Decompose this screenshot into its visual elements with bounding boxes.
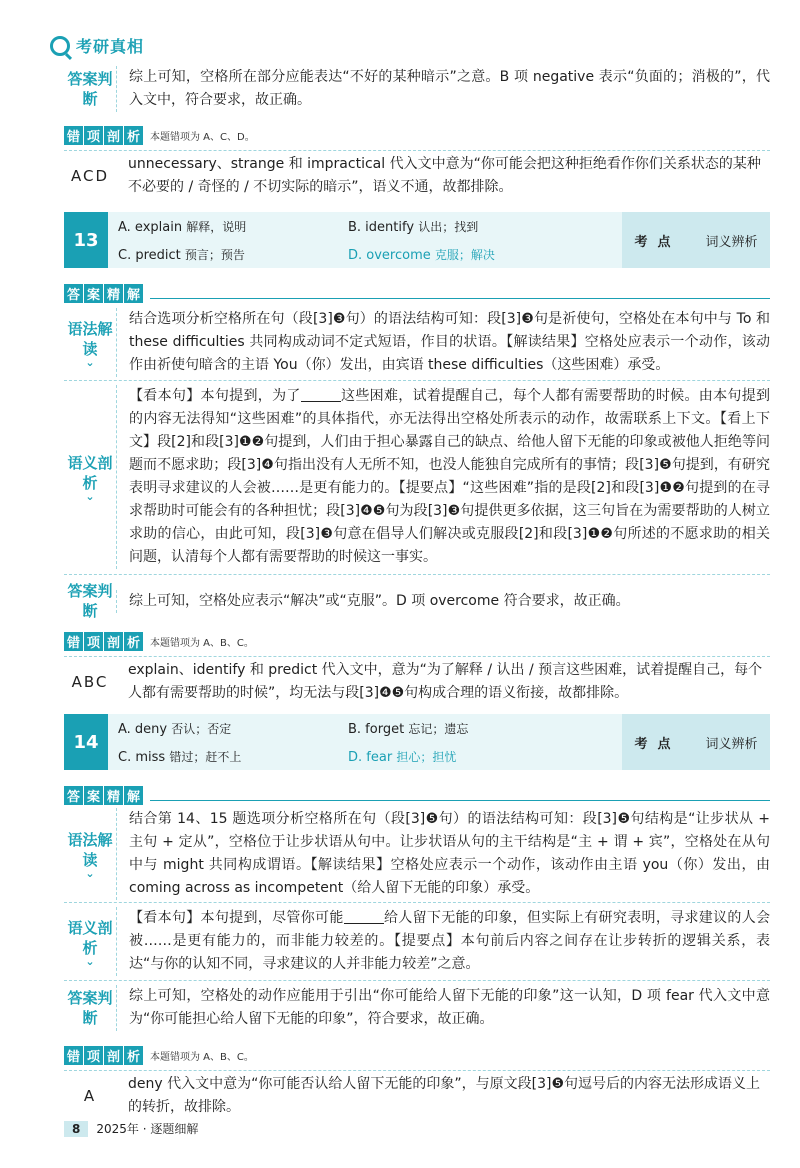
q14-option-b: B. forget 忘记；遗忘	[348, 721, 469, 737]
page-number: 8	[64, 1121, 88, 1137]
q13-answer-text: 综上可知，空格处应表示“解决”或“克服”。D 项 overcome 符合要求，故正确。	[116, 590, 770, 613]
top-elim	[64, 150, 770, 199]
q13-grammar	[64, 308, 770, 377]
q13-option-b: B. identify 认出；找到	[348, 219, 479, 235]
q13-option-d: D. overcome 克服；解决	[348, 247, 495, 263]
wrong-tag: 错 项 剖 析	[64, 1046, 144, 1065]
q14-options	[108, 714, 622, 770]
q14-grammar-text: 结合第 14、15 题选项分析空格所在句（段[3]❺句）的语法结构可知：段[3]❺句结构是“让步状从 + 主句 + 定从”，空格位于让步状语从句中。让步状语从句的主干结构是“主 + 谓 + 宾”，空格处在从句中与 might 共同构成谓语。【解读结果】空格处应表示一个动作，该动作由主语 you（你）发出，由 coming across as incompetent（给人留下无能的印象）承受。	[116, 808, 770, 900]
q13-kaodian: 考点 词义辨析	[622, 212, 770, 268]
wrong-note: 本题错项为 A、C、D。	[150, 131, 255, 143]
grammar-label: 语法解读 ⌄	[64, 319, 116, 367]
q14-box	[64, 714, 770, 770]
q14-elim	[64, 1070, 770, 1119]
wrong-note: 本题错项为 A、B、C。	[150, 637, 254, 649]
q13-options	[108, 212, 622, 268]
search-q-icon	[50, 36, 70, 56]
q13-grammar-text: 结合选项分析空格所在句（段[3]❸句）的语法结构可知：段[3]❸句是祈使句，空格处在本句中与 To 和 these difficulties 共同构成动词不定式短语，作目的状语。【解读结果】空格处应表示一个动作，该动作由祈使句暗含的主语 You（你）发出，由宾语 these difficulties（这些困难）承受。	[116, 308, 770, 377]
q14-kaodian: 考点 词义辨析	[622, 714, 770, 770]
q13-number: 13	[64, 212, 108, 268]
q14-wrong-tag	[64, 1044, 770, 1066]
answer-tag: 答 案 精 解	[64, 284, 144, 303]
q14-number: 14	[64, 714, 108, 770]
q13-elim	[64, 656, 770, 705]
q13-answer	[64, 574, 770, 621]
q14-answer	[64, 980, 770, 1031]
wrong-note: 本题错项为 A、B、C。	[150, 1051, 254, 1063]
wrong-tag: 错 项 剖 析	[64, 126, 144, 145]
answer-tag: 答 案 精 解	[64, 786, 144, 805]
q14-option-c: C. miss 错过；赶不上	[118, 749, 242, 765]
elim-letters: ACD	[70, 167, 110, 185]
top-answer-text: 综上可知，空格所在部分应能表达“不好的某种暗示”之意。B 项 negative 表示“负面的；消极的”，代入文中，符合要求，故正确。	[116, 66, 770, 112]
q13-semantic-text: 【看本句】本句提到，为了 这些困难，试着提醒自己，每个人都有需要帮助的时候。由本句提到的内容无法得知“这些困难”的具体指代，亦无法得出空格处所表示的动作，故需联系上下文。【看上下文】段[2]和段[3]❶❷句提到，人们由于担心暴露自己的缺点、给他人留下无能的印象或被他人拒绝等问题而不愿求助；段[3]❹句指出没有人无所不知，也没人能独自完成所有的事情；段[3]❺句提到，有研究表明寻求建议的人会被……是更有能力的。【提要点】“这些困难”指的是段[2]和段[3]❶❷句提到的在寻求帮助时可能会有的各种担忧；段[3]❹❺句为段[3]❸句提供更多依据，这三句旨在为需要帮助的人树立求助的信心，由此可知，段[3]❸句意在倡导人们解决或克服段[2]和段[3]❶❷句所述的不愿求助的相关问题，认清每个人都有需要帮助的时候这一事实。	[116, 385, 770, 569]
answer-label: 答案判断	[67, 989, 113, 1027]
answer-label: 答案判断	[67, 582, 113, 620]
q13-answer-tag	[64, 282, 770, 304]
q13-option-a: A. explain 解释，说明	[118, 219, 247, 235]
q13-box	[64, 212, 770, 268]
semantic-label: 语义剖析 ⌄	[64, 453, 116, 501]
page-header	[50, 34, 144, 57]
q14-semantic-text: 【看本句】本句提到，尽管你可能 给人留下无能的印象，但实际上有研究表明，寻求建议的人会被……是更有能力的，而非能力较差的。【提要点】本句前后内容之间存在让步转折的逻辑关系，表达“与你的认知不同，寻求建议的人并非能力较差”之意。	[116, 907, 770, 976]
q13-semantic	[64, 380, 770, 569]
q14-answer-tag	[64, 784, 770, 806]
q14-semantic	[64, 902, 770, 976]
top-wrong-tag	[64, 124, 770, 146]
grammar-label: 语法解读 ⌄	[64, 830, 116, 878]
q14-option-d: D. fear 担心；担忧	[348, 749, 457, 765]
elim-text: deny 代入文中意为“你可能否认给人留下无能的印象”，与原文段[3]❺句逗号后的内容无法形成语义上的转折，故排除。	[128, 1076, 760, 1115]
footer-title: 2025年 · 逐题细解	[96, 1122, 199, 1136]
q14-answer-text: 综上可知，空格处的动作应能用于引出“你可能给人留下无能的印象”这一认知，D 项 fear 代入文中意为“你可能担心给人留下无能的印象”，符合要求，故正确。	[116, 985, 770, 1031]
elim-letters: ABC	[71, 673, 109, 691]
q13-option-c: C. predict 预言；预告	[118, 247, 245, 263]
q14-option-a: A. deny 否认；否定	[118, 721, 232, 737]
q13-wrong-tag	[64, 630, 770, 652]
header-title: 考研真相	[76, 37, 145, 56]
semantic-label: 语义剖析 ⌄	[64, 918, 116, 966]
top-answer-section	[64, 66, 770, 112]
wrong-tag: 错 项 剖 析	[64, 632, 144, 651]
page-footer	[64, 1120, 198, 1137]
elim-text: unnecessary、strange 和 impractical 代入文中意为“你可能会把这种拒绝看作你们关系状态的某种不必要的 / 奇怪的 / 不切实际的暗示”，语义不通，故都排除。	[128, 156, 761, 195]
answer-label: 答案判断	[67, 70, 113, 108]
q14-grammar	[64, 808, 770, 900]
elim-text: explain、identify 和 predict 代入文中，意为“为了解释 / 认出 / 预言这些困难，试着提醒自己，每个人都有需要帮助的时候”，均无法与段[3]❹❺句构成合理的语义衔接，故都排除。	[128, 662, 763, 701]
elim-letters: A	[83, 1087, 97, 1105]
